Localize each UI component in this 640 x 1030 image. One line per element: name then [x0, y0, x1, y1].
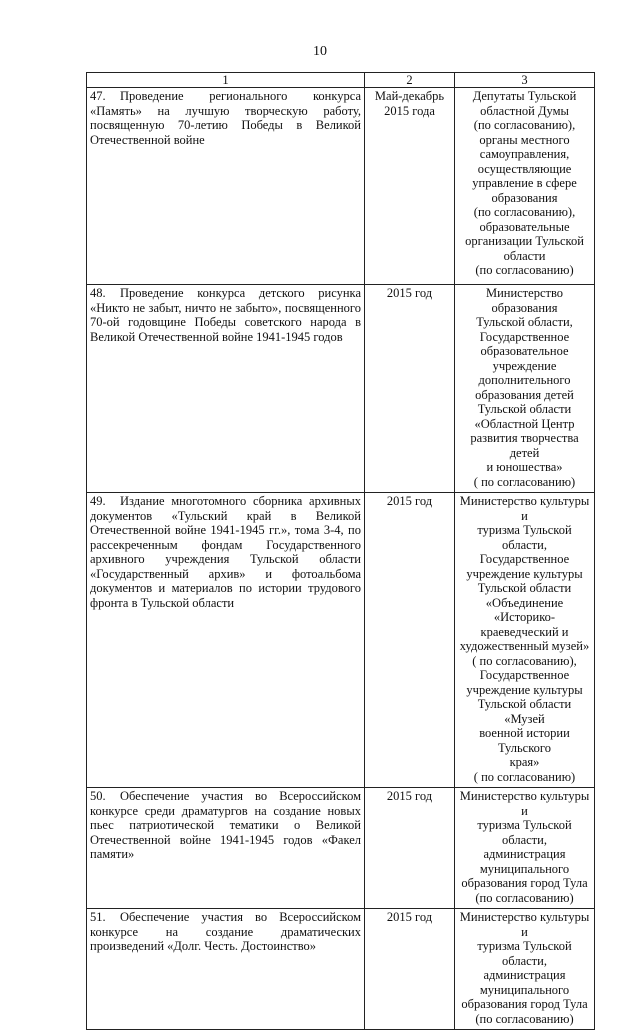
- responsible-line: (по согласованию),: [473, 118, 576, 132]
- table-row: [87, 285, 595, 493]
- responsible-cell: [455, 788, 595, 909]
- responsible-line: (по согласованию),: [473, 205, 576, 219]
- responsible-line: администрация: [483, 847, 566, 861]
- responsible-line: образования детей: [475, 387, 574, 402]
- event-cell: [87, 493, 365, 788]
- responsible-line: Тульской области: [477, 402, 572, 416]
- responsible-line: Государственное: [479, 329, 570, 344]
- responsible-line: краеведческий и: [480, 624, 569, 639]
- responsible-line: образования город Тула: [461, 997, 588, 1011]
- responsible-line: дополнительного: [478, 373, 571, 387]
- event-cell: [87, 88, 365, 285]
- responsible-line: муниципального: [479, 861, 570, 876]
- responsible-line: (по согласованию): [475, 890, 574, 905]
- responsible-line: Министерство культуры и: [459, 494, 590, 523]
- row-number: 49.: [90, 494, 106, 508]
- column-header: 1: [87, 73, 365, 88]
- responsible-line: Государственное: [479, 668, 570, 682]
- responsible-line: (по согласованию): [475, 263, 574, 277]
- event-text: Издание многотомного сборника архивных документов «Тульский край в Великой Отечественной войне 1941-1945 гг.», тома 3-4, по рассекреченным фондам Государственного архивного учреждения Тульской области «Государственный архив» и фотоальбома документов и материалов по истории трудового фронта в Тульской области: [90, 494, 361, 610]
- table-header-row: [87, 73, 595, 88]
- responsible-line: «Областной Центр: [474, 416, 575, 431]
- responsible-line: Тульской области «Музей: [477, 697, 572, 726]
- responsible-line: муниципального: [479, 982, 570, 997]
- responsible-line: самоуправления,: [479, 147, 570, 161]
- event-text: Обеспечение участия во Всероссийском конкурсе на создание драматических произведений «Долг. Честь. Достоинство»: [90, 910, 361, 953]
- responsible-line: администрация: [483, 968, 566, 982]
- responsible-line: художественный музей»: [459, 639, 590, 653]
- responsible-line: ( по согласованию),: [472, 653, 577, 668]
- table-row: [87, 88, 595, 285]
- table-row: [87, 493, 595, 788]
- event-text: Обеспечение участия во Всероссийском конкурсе среди драматургов на создание новых пьес патриотической тематики о Великой Отечественной войне 1941-1945 годов «Факел памяти»: [90, 789, 361, 861]
- responsible-line: ( по согласованию): [473, 474, 576, 489]
- responsible-cell: [455, 88, 595, 285]
- responsible-line: области: [503, 248, 546, 263]
- responsible-line: Тульской области,: [476, 315, 573, 329]
- responsible-line: Депутаты Тульской: [472, 89, 577, 103]
- responsible-line: учреждение: [492, 358, 557, 373]
- event-cell: [87, 788, 365, 909]
- responsible-line: Министерство культуры и: [459, 910, 590, 939]
- responsible-line: учреждение культуры: [466, 566, 583, 581]
- responsible-cell: [455, 493, 595, 788]
- event-cell: [87, 909, 365, 1030]
- responsible-line: управление в сфере: [472, 176, 577, 190]
- page-number: 10: [313, 44, 327, 59]
- responsible-line: края»: [509, 755, 540, 769]
- event-text: Проведение регионального конкурса «Память» на лучшую творческую работу, посвященную 70-летию Победы в Великой Отечественной войне: [90, 89, 361, 147]
- responsible-line: образования город Тула: [461, 876, 588, 890]
- period-cell: 2015 год: [365, 788, 455, 909]
- responsible-line: Министерство культуры и: [459, 789, 590, 818]
- responsible-line: военной истории Тульского: [479, 726, 570, 755]
- responsible-line: осуществляющие: [477, 161, 572, 176]
- responsible-cell: [455, 909, 595, 1030]
- row-number: 51.: [90, 910, 106, 924]
- event-cell: [87, 285, 365, 493]
- events-table: [86, 72, 595, 1030]
- event-text: Проведение конкурса детского рисунка «Никто не забыт, ничто не забыто», посвященного 70-ой годовщине Победы советского народа в Великой Отечественной войне 1941-1945 годов: [90, 286, 361, 344]
- row-number: 47.: [90, 89, 106, 103]
- row-number: 48.: [90, 286, 106, 300]
- column-header: 3: [455, 73, 595, 88]
- responsible-line: туризма Тульской области,: [477, 818, 572, 847]
- responsible-line: образовательные: [479, 219, 570, 234]
- responsible-line: образовательное: [480, 344, 569, 358]
- responsible-line: Тульской области: [477, 581, 572, 595]
- responsible-line: органы местного: [479, 132, 570, 147]
- responsible-line: областной Думы: [480, 103, 569, 118]
- responsible-line: туризма Тульской области,: [477, 939, 572, 968]
- period-cell: 2015 год: [365, 493, 455, 788]
- responsible-line: ( по согласованию): [473, 769, 576, 784]
- responsible-line: образования: [491, 190, 558, 205]
- responsible-line: туризма Тульской области,: [477, 523, 572, 552]
- responsible-line: (по согласованию): [475, 1011, 574, 1026]
- responsible-line: развития творчества детей: [470, 431, 579, 460]
- row-number: 50.: [90, 789, 106, 803]
- period-cell: 2015 год: [365, 909, 455, 1030]
- responsible-cell: [455, 285, 595, 493]
- responsible-line: организации Тульской: [465, 234, 584, 248]
- responsible-line: «Объединение «Историко-: [485, 595, 564, 624]
- column-header: 2: [365, 73, 455, 88]
- responsible-line: Государственное: [479, 552, 570, 566]
- responsible-line: и юношества»: [486, 460, 563, 474]
- responsible-line: учреждение культуры: [466, 682, 583, 697]
- table-row: [87, 909, 595, 1030]
- responsible-line: Министерство образования: [485, 286, 564, 315]
- table-row: [87, 788, 595, 909]
- period-cell: 2015 год: [365, 285, 455, 493]
- period-cell: Май-декабрь 2015 года: [365, 88, 455, 285]
